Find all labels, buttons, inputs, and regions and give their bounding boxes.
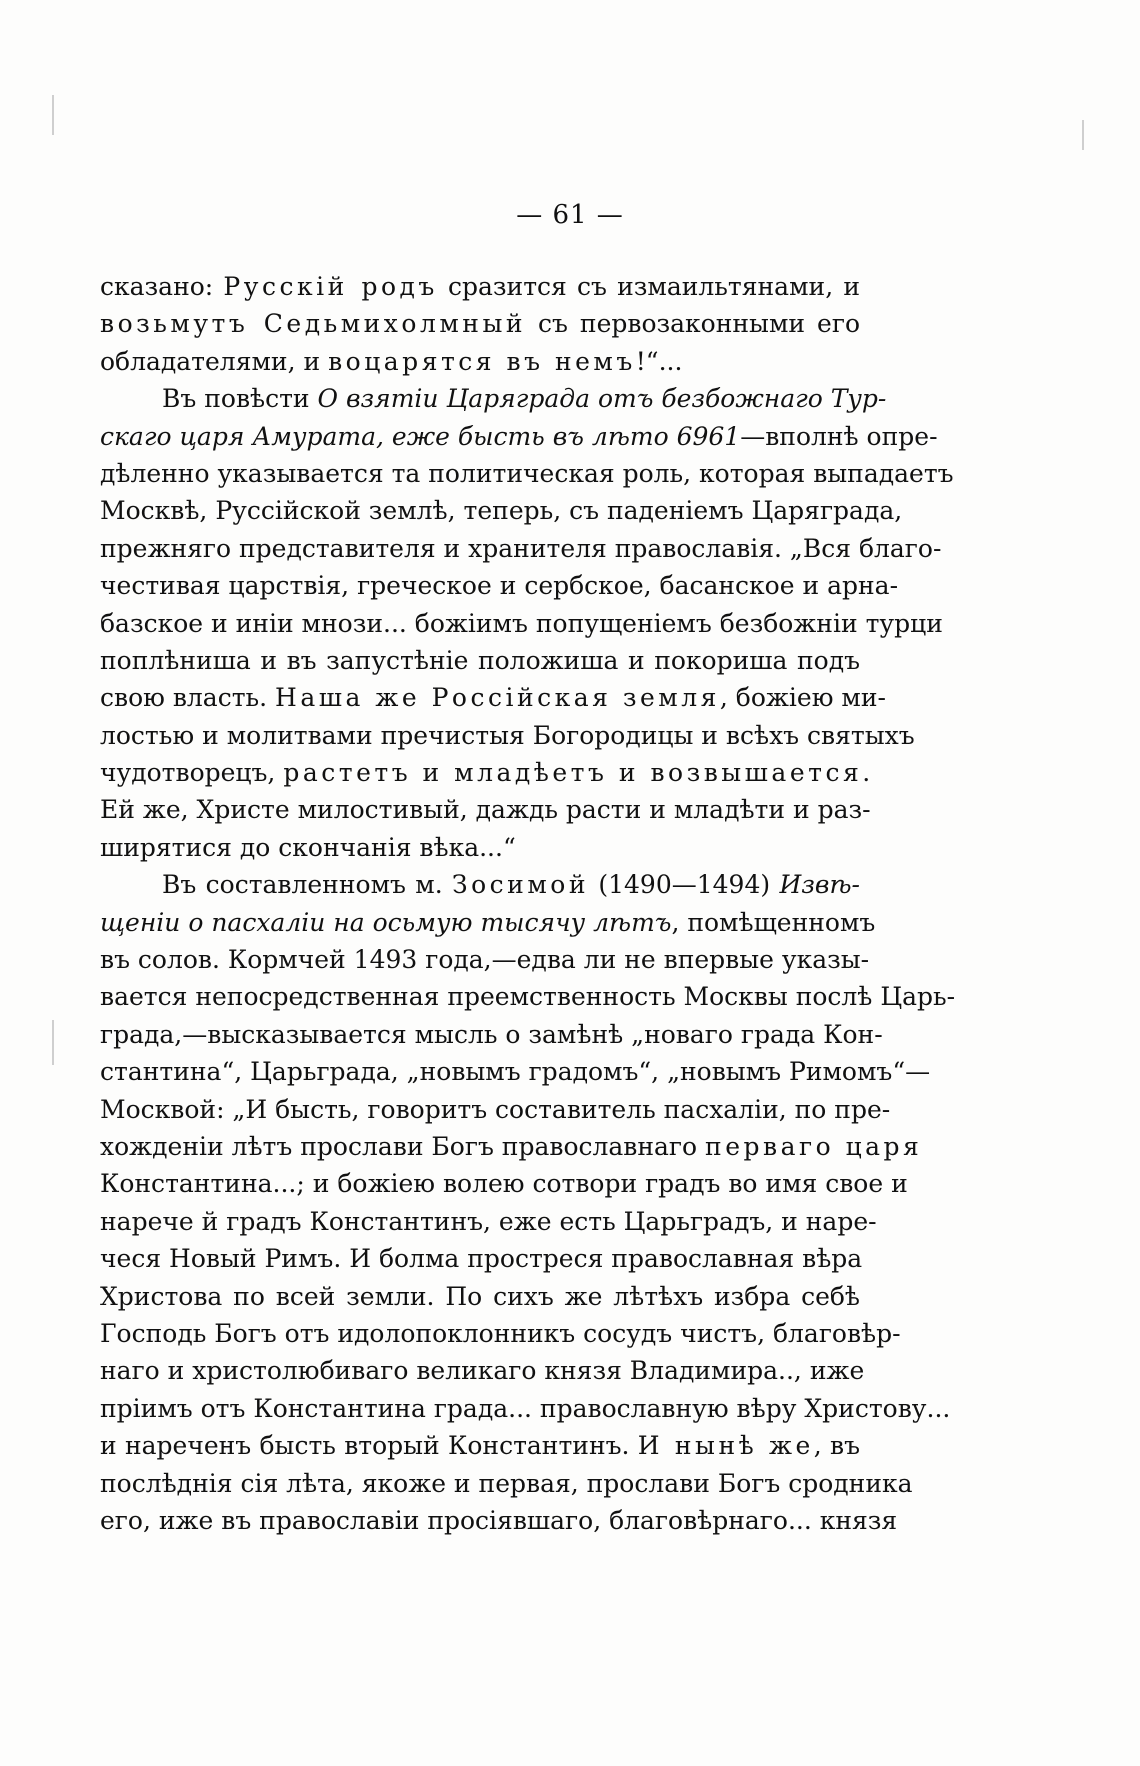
text-segment: дѣленно указывается та политическая роль, которая выпадаетъ <box>100 458 954 488</box>
text-line <box>100 791 871 828</box>
spaced-emphasis: возьмутъ Седьмихолмный <box>100 309 527 339</box>
text-line <box>100 1240 863 1277</box>
text-line <box>100 1203 877 1240</box>
text-line <box>100 380 887 417</box>
text-line <box>100 605 943 642</box>
text-segment: обладателями, и <box>100 346 329 376</box>
italic-title: щеніи о пасхаліи на осьмую тысячу лѣтъ <box>100 907 672 937</box>
text-line <box>100 455 954 492</box>
text-segment: Въ составленномъ м. <box>162 870 453 900</box>
text-segment: свою власть. <box>100 683 276 713</box>
text-line <box>100 754 871 791</box>
text-segment: послѣднія сія лѣта, якоже и первая, прослави Богъ сродника <box>100 1468 913 1498</box>
text-segment: Москвѣ, Руссійской землѣ, теперь, съ паденіемъ Царяграда, <box>100 496 903 526</box>
text-segment: Константина...; и божіею волею сотвори градъ во имя свое и <box>100 1169 908 1199</box>
text-line <box>100 679 886 716</box>
text-line <box>100 829 860 866</box>
text-line <box>100 1165 908 1202</box>
spaced-emphasis: растетъ и младѣетъ и возвышается <box>283 758 863 788</box>
text-line <box>100 1352 865 1389</box>
text-segment: поплѣниша и въ запустѣніе положиша и покориша подъ <box>100 645 860 675</box>
text-segment: , божіею ми- <box>719 683 886 713</box>
text-line <box>100 1502 898 1539</box>
spaced-emphasis: перваго царя <box>705 1131 923 1161</box>
text-segment: сразится съ измаильтянами, и <box>437 272 861 301</box>
text-segment: съ первозаконными его <box>526 309 861 339</box>
text-line <box>100 941 870 978</box>
spaced-emphasis: И нынѣ же <box>637 1431 814 1461</box>
text-line <box>100 1053 931 1090</box>
spaced-emphasis: воцарятся въ немъ <box>328 346 636 376</box>
italic-title: О взятіи Царяграда отъ безбожнаго Тур- <box>317 384 887 414</box>
text-segment: прежняго представителя и хранителя православія. „Вся благо- <box>100 533 942 563</box>
text-line <box>100 1128 923 1165</box>
text-segment: хожденіи лѣтъ прослави Богъ православнаго <box>100 1131 706 1161</box>
scan-edge-mark <box>52 1020 54 1065</box>
text-segment: чудотворецъ, <box>100 758 284 788</box>
text-segment: въ солов. Кормчей 1493 года,—едва ли не впервые указы- <box>100 945 870 975</box>
main-text <box>100 268 956 1539</box>
text-line <box>100 1016 883 1053</box>
text-segment: его, иже въ православіи просіявшаго, благовѣрнаго... князя <box>100 1505 898 1535</box>
text-segment: , въ <box>813 1431 860 1461</box>
spaced-emphasis: Наша же Россійская земля <box>275 683 720 713</box>
text-line <box>100 530 942 567</box>
text-line <box>100 268 860 305</box>
text-line <box>100 492 903 529</box>
text-segment: !“... <box>635 346 683 376</box>
text-line <box>100 978 956 1015</box>
text-line <box>100 1427 860 1464</box>
text-segment: и нареченъ бысть вторый Константинъ. <box>100 1431 638 1461</box>
text-segment: нарече й градъ Константинъ, еже есть Царьградъ, и наре- <box>100 1206 877 1236</box>
text-line <box>100 567 899 604</box>
scan-edge-mark <box>52 95 54 135</box>
italic-title: скаго царя Амурата, еже бысть въ лѣто 6961 <box>100 421 741 451</box>
scan-edge-mark <box>1082 120 1084 150</box>
text-segment: чеся Новый Римъ. И болма простреся православная вѣра <box>100 1244 863 1274</box>
text-segment: пріимъ отъ Константина града... православную вѣру Христову... <box>100 1393 951 1423</box>
text-line <box>100 642 860 679</box>
text-segment: Въ повѣсти <box>162 384 318 414</box>
italic-title: Извѣ- <box>779 870 860 900</box>
text-segment: сказано: <box>100 272 224 301</box>
text-line <box>100 1465 913 1502</box>
text-line <box>100 305 860 342</box>
text-segment: ширятися до скончанія вѣка...“ <box>100 832 516 862</box>
text-line <box>100 418 938 455</box>
text-segment: стантина“, Царьграда, „новымъ градомъ“, „новымъ Римомъ“— <box>100 1057 931 1087</box>
page-number: — 61 — <box>516 200 624 230</box>
text-segment: вается непосредственная преемственность Москвы послѣ Царь- <box>100 982 956 1012</box>
text-segment: наго и христолюбиваго великаго князя Владимира.., иже <box>100 1356 865 1386</box>
text-line <box>100 343 860 380</box>
text-line <box>100 1091 891 1128</box>
text-segment: Господь Богъ отъ идолопоклонникъ сосудъ чистъ, благовѣр- <box>100 1318 901 1348</box>
text-line <box>100 1390 951 1427</box>
text-segment: , помѣщенномъ <box>671 907 876 937</box>
text-segment: лостью и молитвами пречистыя Богородицы и всѣхъ святыхъ <box>100 720 915 750</box>
text-line <box>100 717 915 754</box>
text-line <box>100 866 860 903</box>
spaced-emphasis: Зосимой <box>452 870 589 900</box>
text-segment: (1490—1494) <box>589 870 780 900</box>
text-segment: —вполнѣ опре- <box>740 421 938 451</box>
text-segment: Ей же, Христе милостивый, даждь расти и младѣти и раз- <box>100 795 871 825</box>
text-segment: честивая царствія, греческое и сербское, басанское и арна- <box>100 571 899 601</box>
spaced-emphasis: Русскій родъ <box>223 272 438 301</box>
text-line <box>100 1315 901 1352</box>
text-segment: . <box>862 758 871 788</box>
text-line <box>100 1278 860 1315</box>
text-line <box>100 904 876 941</box>
text-segment: Москвой: „И бысть, говоритъ составитель пасхаліи, по пре- <box>100 1094 891 1124</box>
text-segment: града,—высказывается мысль о замѣнѣ „новаго града Кон- <box>100 1019 883 1049</box>
text-segment: Христова по всей земли. По сихъ же лѣтѣхъ избра себѣ <box>100 1281 860 1311</box>
text-segment: базское и иніи мнози... божіимъ попущеніемъ безбожніи турци <box>100 608 943 638</box>
